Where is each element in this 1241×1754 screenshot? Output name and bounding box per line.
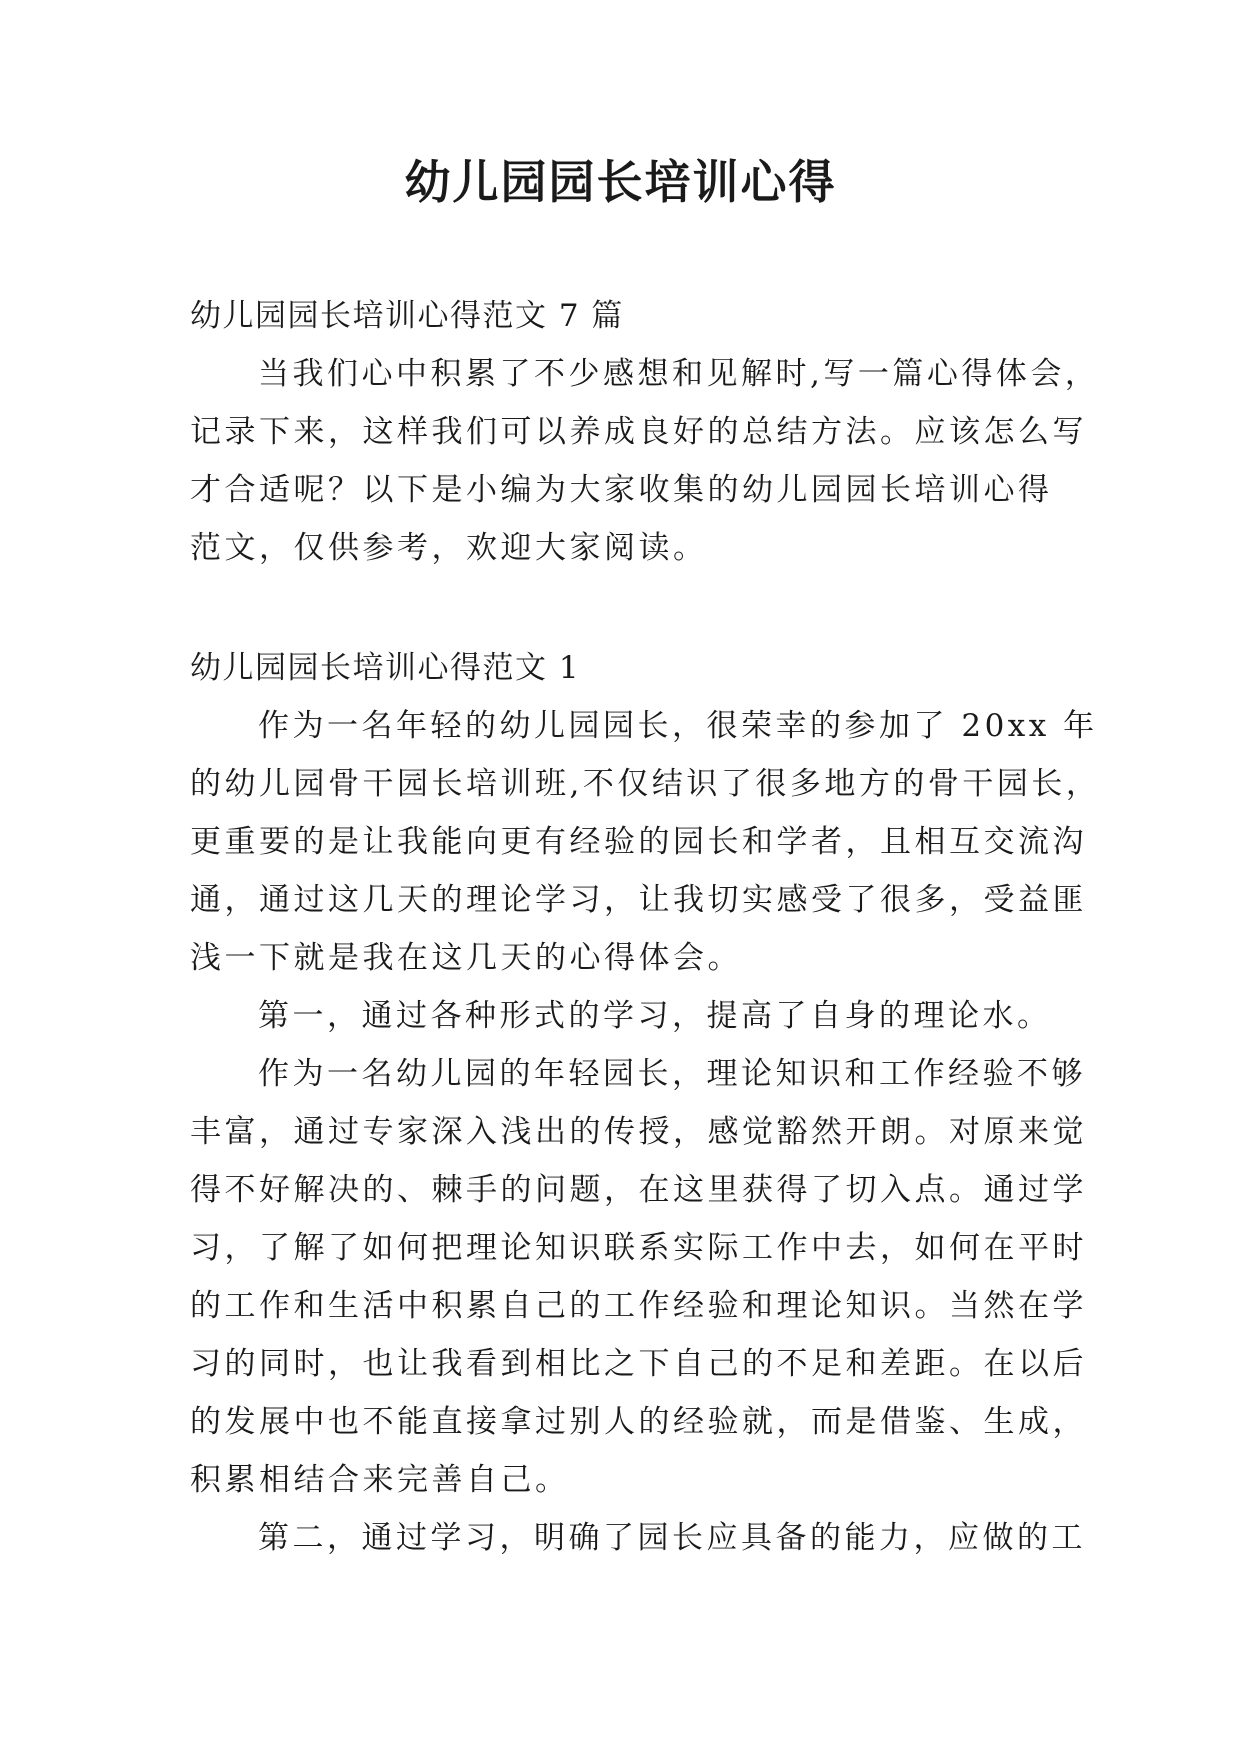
paragraph-line: 作为一名幼儿园的年轻园长，理论知识和工作经验不够 (258, 1056, 1086, 1092)
paragraph-line: 的工作和生活中积累自己的工作经验和理论知识。当然在学 (190, 1288, 1087, 1324)
section1-paragraph-1 (190, 697, 1101, 987)
paragraph-line: 的发展中也不能直接拿过别人的经验就，而是借鉴、生成， (190, 1404, 1087, 1440)
document-title: 幼儿园园长培训心得 (404, 155, 837, 209)
paragraph-line: 第二，通过学习，明确了园长应具备的能力，应做的工 (258, 1520, 1086, 1556)
paragraph-line: 当我们心中积累了不少感想和见解时,写一篇心得体会， (258, 356, 1100, 392)
intro-paragraph (190, 345, 1100, 577)
paragraph-line: 习的同时，也让我看到相比之下自己的不足和差距。在以后 (190, 1346, 1087, 1382)
section1-paragraph-3 (190, 1045, 1087, 1509)
paragraph-line: 记录下来，这样我们可以养成良好的总结方法。应该怎么写 (190, 414, 1087, 450)
section1-paragraph-2 (190, 987, 1060, 1045)
paragraph-line: 得不好解决的、棘手的问题，在这里获得了切入点。通过学 (190, 1172, 1087, 1208)
document-body (190, 287, 1101, 1567)
section-spacer (190, 577, 1060, 639)
paragraph-line: 丰富，通过专家深入浅出的传授，感觉豁然开朗。对原来觉 (190, 1114, 1087, 1150)
paragraph-line: 才合适呢？以下是小编为大家收集的幼儿园园长培训心得 (190, 472, 1053, 508)
intro-heading: 幼儿园园长培训心得范文 7 篇 (190, 298, 624, 334)
section1-paragraph-4 (190, 1509, 1086, 1567)
paragraph-line: 习，了解了如何把理论知识联系实际工作中去，如何在平时 (190, 1230, 1087, 1266)
paragraph-line: 更重要的是让我能向更有经验的园长和学者，且相互交流沟 (190, 824, 1087, 860)
paragraph-line: 通，通过这几天的理论学习，让我切实感受了很多，受益匪 (190, 882, 1087, 918)
paragraph-line: 浅一下就是我在这几天的心得体会。 (190, 940, 742, 976)
paragraph-line: 范文，仅供参考，欢迎大家阅读。 (190, 530, 708, 566)
section-heading: 幼儿园园长培训心得范文 1 (190, 650, 581, 686)
paragraph-line: 第一，通过各种形式的学习，提高了自身的理论水。 (258, 998, 1052, 1034)
paragraph-line: 积累相结合来完善自己。 (190, 1462, 570, 1498)
paragraph-line: 的幼儿园骨干园长培训班,不仅结识了很多地方的骨干园长， (190, 766, 1101, 802)
paragraph-line: 作为一名年轻的幼儿园园长，很荣幸的参加了 20xx 年 (258, 708, 1098, 744)
